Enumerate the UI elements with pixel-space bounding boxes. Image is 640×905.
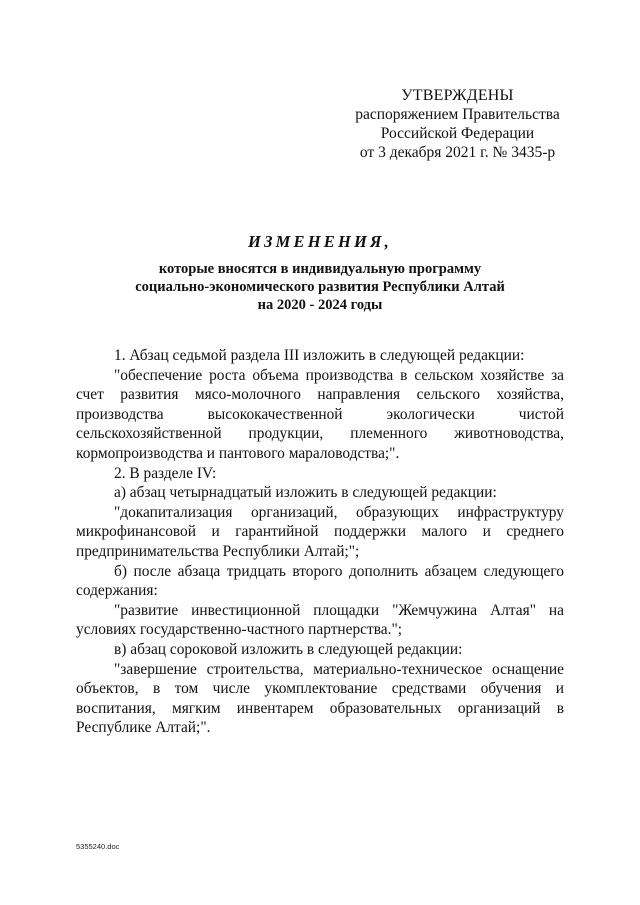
- title-main: ИЗМЕНЕНИЯ,: [248, 232, 392, 251]
- approval-line-2: Российской Федерации: [380, 125, 535, 142]
- document-code: 5355240.doc: [76, 842, 120, 851]
- paragraph: "развитие инвестиционной площадки "Жемчужина Алтая" на условиях государственно-частного партнерства.";: [76, 601, 564, 639]
- paragraph: 1. Абзац седьмой раздела III изложить в следующей редакции:: [114, 347, 525, 364]
- paragraph: "докапитализация организаций, образующих инфраструктуру микрофинансовой и гарантийной поддержки малого и среднего предпринимательства Республики Алтай;";: [76, 503, 564, 560]
- approval-stamp: [340, 86, 575, 162]
- approval-line-1: распоряжением Правительства: [355, 106, 560, 123]
- title-line-2: социально-экономического развития Республики Алтай: [135, 279, 505, 295]
- paragraph: б) после абзаца тридцать второго дополнить абзацем следующего содержания:: [76, 562, 564, 600]
- paragraph: в) абзац сороковой изложить в следующей редакции:: [114, 640, 463, 658]
- paragraph: "обеспечение роста объема производства в сельском хозяйстве за счет развития мясо-молочного направления сельского хозяйства, производства высококачественной экологически чистой сельскохозяйственной продукции, племенного животноводства, кормопроизводства и пантового мараловодства;".: [76, 366, 564, 462]
- title-line-3: на 2020 - 2024 годы: [257, 297, 383, 313]
- paragraph: а) абзац четырнадцатый изложить в следующей редакции:: [114, 484, 497, 502]
- document-title: [76, 232, 564, 314]
- approval-line-3: от 3 декабря 2021 г. № 3435-р: [359, 144, 556, 161]
- paragraph: "завершение строительства, материально-техническое оснащение объектов, в том числе укомплектование средствами обучения и воспитания, мягким инвентарем образовательных организаций в Республике Алтай;".: [76, 660, 564, 737]
- title-line-1: которые вносятся в индивидуальную программу: [158, 261, 482, 277]
- document-body: [76, 346, 564, 738]
- approval-heading: УТВЕРЖДЕНЫ: [401, 87, 514, 104]
- paragraph: 2. В разделе IV:: [114, 464, 217, 482]
